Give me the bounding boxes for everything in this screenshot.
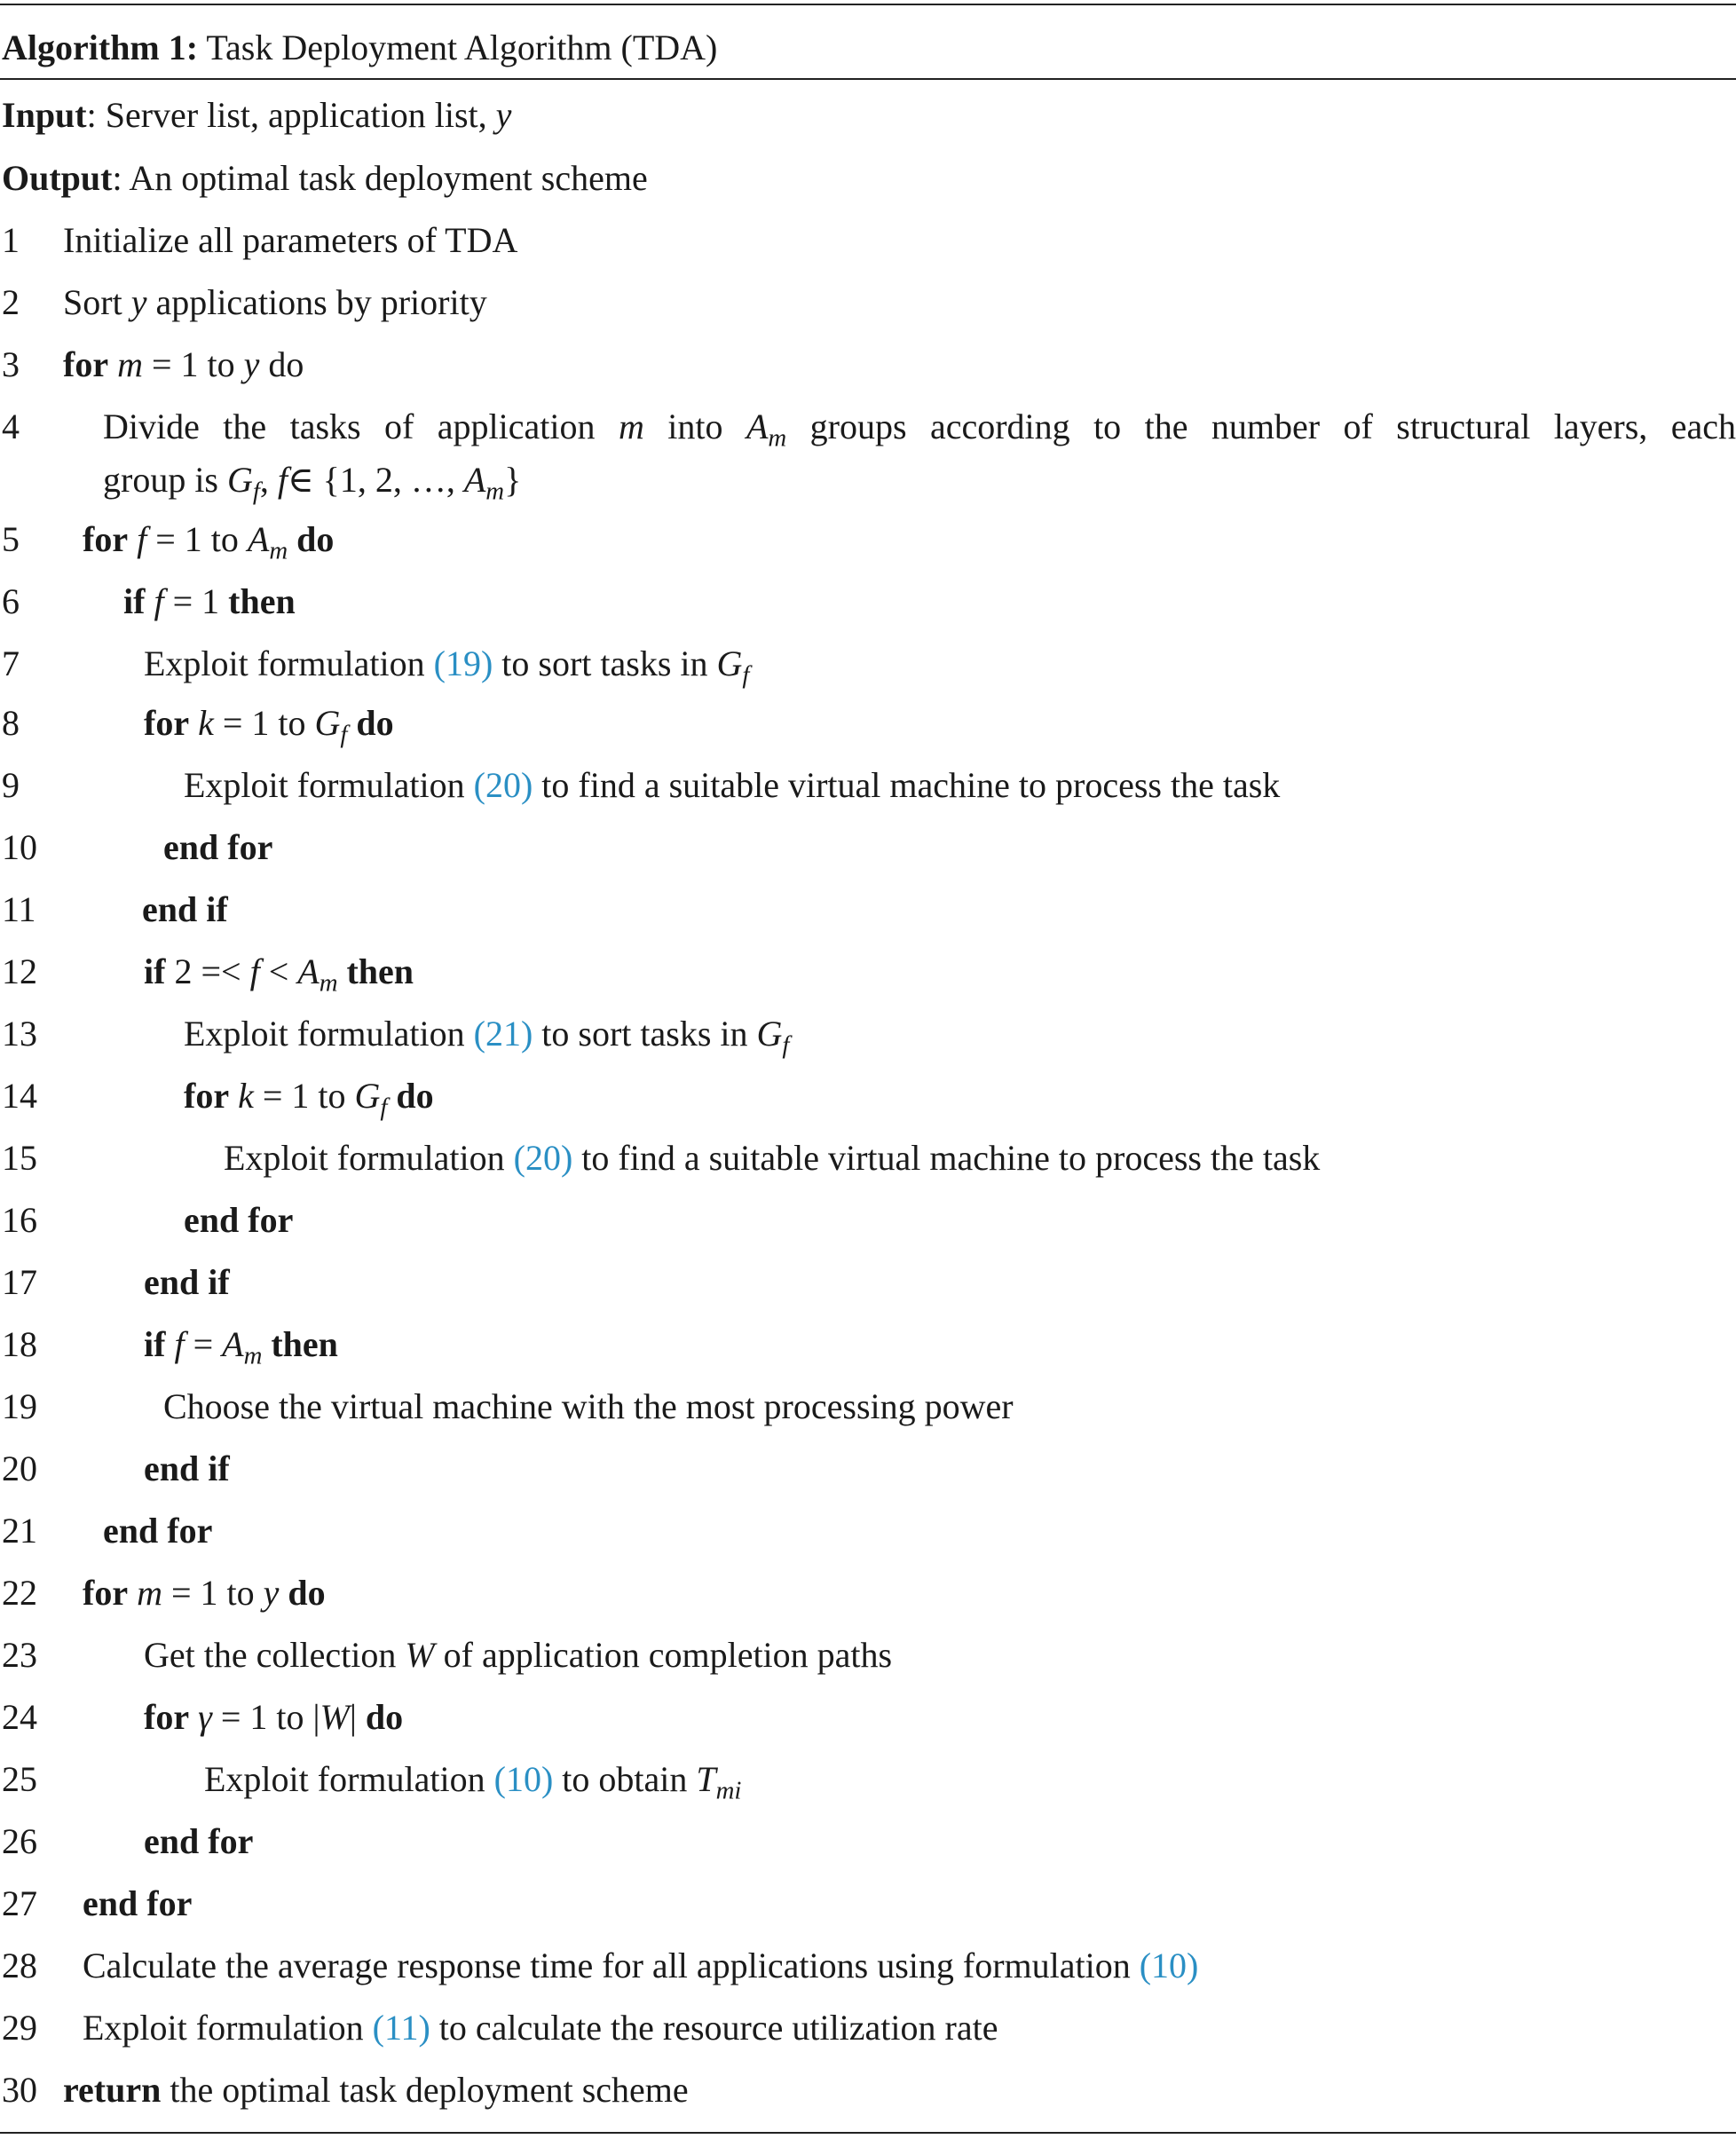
ref-21[interactable]: (21) [473, 1014, 533, 1054]
ref-10[interactable]: (10) [493, 1759, 554, 1799]
ref-20[interactable]: (20) [513, 1138, 573, 1178]
input-label: Input [2, 95, 87, 135]
ref-20[interactable]: (20) [473, 765, 533, 805]
ref-19[interactable]: (19) [433, 643, 493, 683]
algorithm-label: Algorithm 1: [2, 28, 199, 67]
ref-11[interactable]: (11) [372, 2008, 430, 2048]
top-rule [0, 4, 1736, 5]
ref-10[interactable]: (10) [1139, 1946, 1199, 1985]
header-rule [0, 78, 1736, 80]
algorithm-title: Task Deployment Algorithm (TDA) [206, 28, 718, 67]
bottom-rule [0, 2132, 1736, 2134]
output-label: Output [2, 158, 113, 198]
